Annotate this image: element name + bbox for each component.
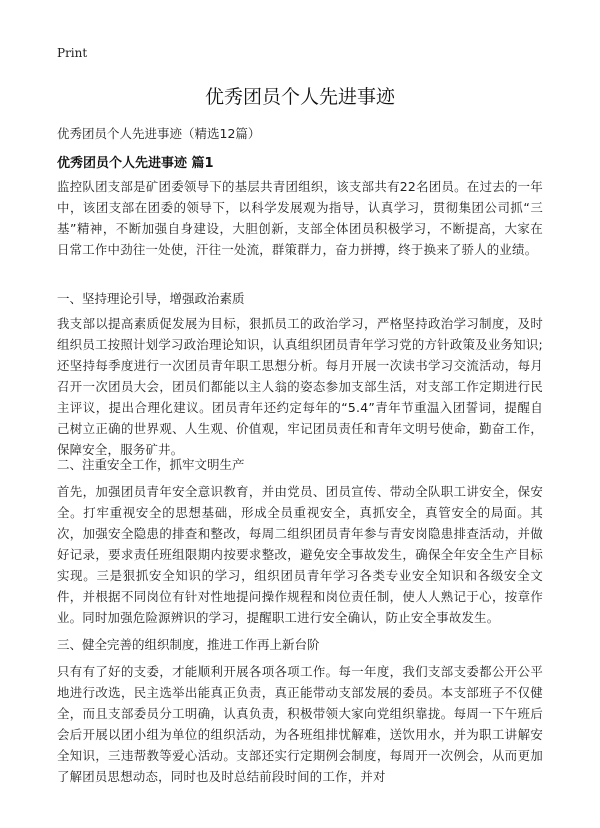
heading-organization: 三、健全完善的组织制度，推进工作再上新台阶 — [57, 637, 320, 652]
page-title: 优秀团员个人先进事迹 — [204, 86, 395, 108]
document-subtitle: 优秀团员个人先进事迹（精选12篇） — [57, 126, 261, 141]
paragraph-safety: 首先，加强团员青年安全意识教育，并由党员、团员宣传、带动全队职工讲安全，保安全。打牢重视安全的思想基础，形成全员重视安全，真抓安全，真管安全的局面。其次，加强安全隐患的排查和整改，每周二组织团员青年参与青安岗隐患排查活动，并做好记录，要求责任班组限期内按要求整改，避免安全事故发生，确保全年安全生产目标实现。三是狠抓安全知识的学习，组织团员青年学习各类专业安全知识和各级安全文件，并根据不同岗位有针对性地提问操作规程和岗位责任制，使人人熟记于心，按章作业。同时加强危险源辨识的学习，提醒职工进行安全确认，防止安全事故发生。 — [57, 484, 543, 625]
heading-theory: 一、坚持理论引导，增强政治素质 — [57, 291, 245, 306]
paragraph-theory: 我支部以提高素质促发展为目标，狠抓员工的政治学习，严格坚持政治学习制度，及时组织员工按照计划学习政治理论知识，认真组织团员青年学习党的方针政策及业务知识;还坚持每季度进行一次团员青年职工思想分析。每月开展一次读书学习交流活动，每月召开一次团员大会，团员们都能以主人翁的姿态参加支部生活，对支部工作定期进行民主评议，提出合理化建议。团员青年还约定每年的“5.4”青年节重温入团誓词，提醒自己树立正确的世界观、人生观、价值观，牢记团员责任和青年文明号使命，勤奋工作，保障安全，服务矿井。 — [57, 316, 543, 457]
print-link[interactable]: Print — [57, 46, 88, 60]
paragraph-intro: 监控队团支部是矿团委领导下的基层共青团组织，该支部共有22名团员。在过去的一年中，该团支部在团委的领导下，以科学发展观为指导，认真学习，贯彻集团公司抓“三基”精神，不断加强自身建设，大胆创新，支部全体团员积极学习，不断提高，大家在日常工作中劲往一处使，汗往一处流，群策群力，奋力拼搏，终于换来了骄人的业绩。 — [57, 179, 543, 257]
paragraph-organization: 只有有了好的支委，才能顺利开展各项各项工作。每一年度，我们支部支委都公开公平地进行改选，民主选举出能真正负责，真正能带动支部发展的委员。本支部班子不仅健全，而且支部委员分工明确，认真负责，积极带领大家向党组织靠拢。每周一下午班后会后开展以团小组为单位的组织活动，为各班组排忧解难，送饮用水，并为职工讲解安全知识，三违帮教等爱心活动。支部还实行定期例会制度，每周开一次例会，从而更加了解团员思想动态，同时也及时总结前段时间的工作，并对 — [57, 664, 543, 784]
section-heading: 优秀团员个人先进事迹 篇1 — [57, 156, 214, 171]
heading-safety: 二、注重安全工作，抓牢文明生产 — [57, 457, 245, 472]
